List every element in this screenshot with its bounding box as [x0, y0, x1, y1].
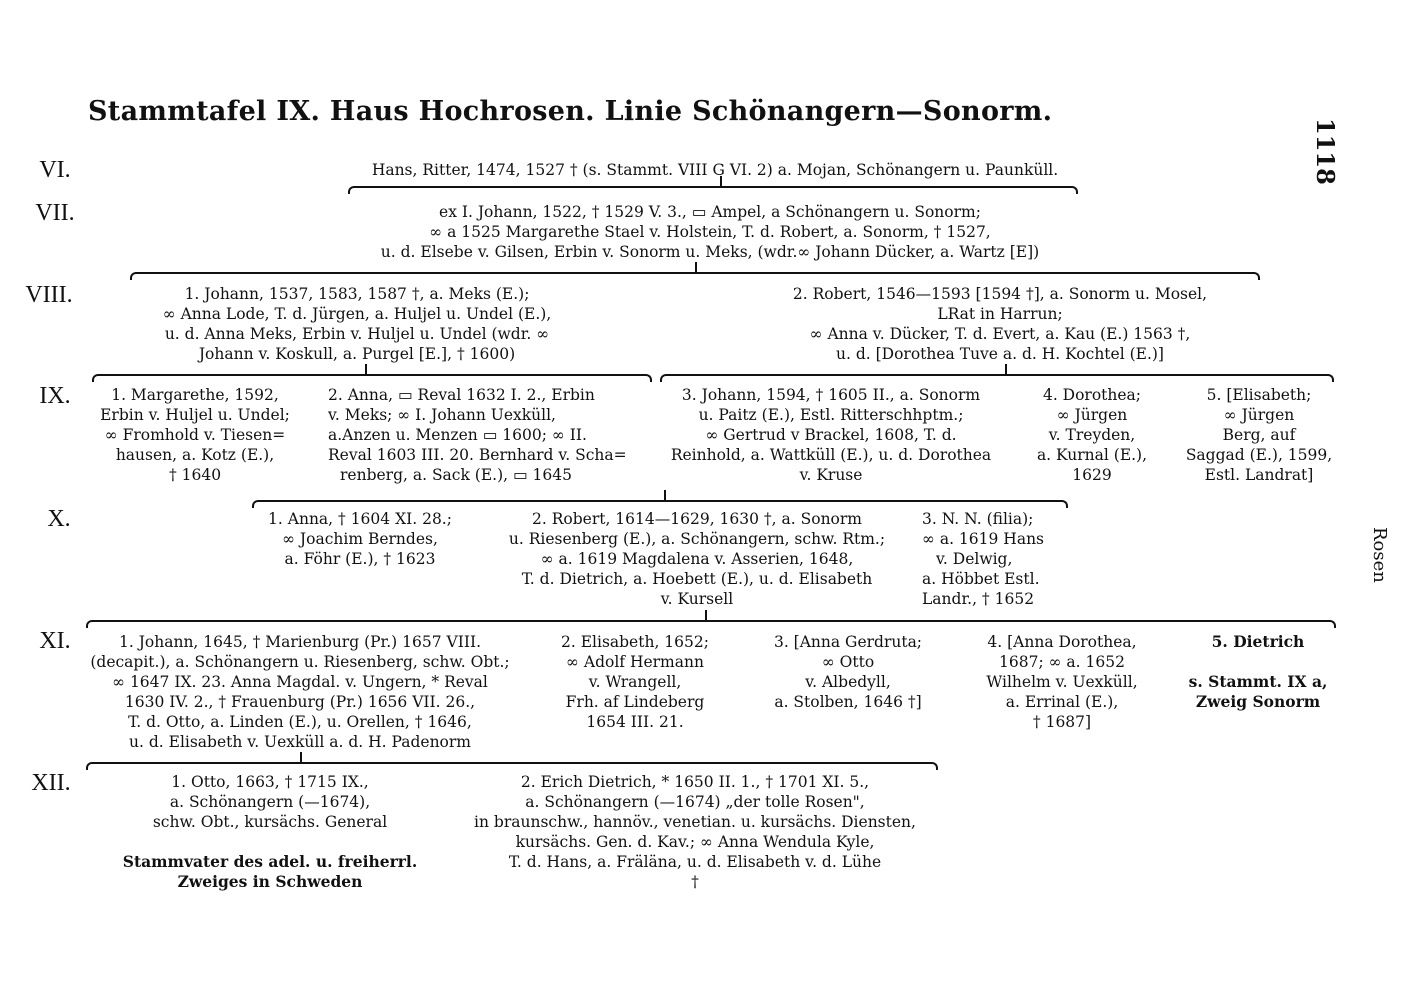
entry-line: ∞ Fromhold v. Tiesen=	[104, 426, 286, 444]
entry-line: v. Treyden,	[1048, 426, 1136, 444]
entry-line: †	[691, 873, 699, 891]
entry-line: a. Errinal (E.),	[1005, 693, 1119, 711]
entry-line: Berg, auf	[1222, 426, 1296, 444]
bracket-xi	[86, 620, 1336, 628]
bracket-xii	[86, 762, 938, 770]
entry-vii-johann	[330, 202, 1090, 262]
entry-line: hausen, a. Kotz (E.),	[115, 446, 275, 464]
entry-line: Zweig Sonorm	[1195, 692, 1321, 711]
entry-line: ∞ Anna Lode, T. d. Jürgen, a. Huljel u. Undel (E.),	[162, 305, 552, 323]
entry-line: † 1640	[168, 466, 222, 484]
entry-xi-2-elisabeth	[540, 632, 730, 732]
bracket-tick-viii	[695, 262, 697, 274]
entry-line: T. d. Otto, a. Linden (E.), u. Orellen, † 1646,	[128, 713, 472, 731]
entry-line: ∞ Adolf Hermann	[566, 653, 704, 671]
entry-line: ∞ Anna v. Dücker, T. d. Evert, a. Kau (E.) 1563 †,	[809, 325, 1191, 343]
entry-line: Reval 1603 III. 20. Bernhard v. Scha=	[328, 446, 627, 464]
entry-line: † 1687]	[1032, 713, 1092, 731]
entry-xi-1-johann	[80, 632, 520, 752]
entry-line: Landr., † 1652	[922, 590, 1035, 608]
bracket-tick-ix-right	[1005, 364, 1007, 376]
entry-line: u. d. Anna Meks, Erbin v. Huljel u. Undel (wdr. ∞	[164, 325, 550, 343]
entry-vi-hans	[300, 160, 1130, 180]
entry-line: Frh. af Lindeberg	[565, 693, 705, 711]
entry-line: renberg, a. Sack (E.), ▭ 1645	[340, 466, 573, 484]
entry-line: ∞ a 1525 Margarethe Stael v. Holstein, T. d. Robert, a. Sonorm, † 1527,	[429, 223, 991, 241]
entry-line: 5. Dietrich	[1211, 632, 1305, 651]
page-title: Stammtafel IX. Haus Hochrosen. Linie Schönangern—Sonorm.	[88, 96, 1053, 127]
bracket-tick-xi	[705, 610, 707, 622]
bracket-ix-right	[660, 374, 1334, 382]
entry-line: u. Riesenberg (E.), a. Schönangern, schw. Rtm.;	[508, 530, 886, 548]
entry-line	[1170, 652, 1346, 672]
entry-line: v. Wrangell,	[588, 673, 682, 691]
generation-label-x: X.	[47, 506, 71, 532]
entry-line: 2. Anna, ▭ Reval 1632 I. 2., Erbin	[328, 386, 595, 404]
entry-line: v. Meks; ∞ I. Johann Uexküll,	[328, 406, 556, 424]
entry-line: u. d. [Dorothea Tuve a. d. H. Kochtel (E.)]	[836, 345, 1164, 363]
entry-line: 3. N. N. (filia);	[922, 510, 1034, 528]
entry-line: 4. Dorothea;	[1042, 386, 1142, 404]
entry-line: schw. Obt., kursächs. General	[152, 813, 388, 831]
entry-line: T. d. Dietrich, a. Hoebett (E.), u. d. Elisabeth	[521, 570, 873, 588]
entry-line: Estl. Landrat]	[1204, 466, 1314, 484]
entry-line: Johann v. Koskull, a. Purgel [E.], † 1600)	[198, 345, 516, 363]
entry-line: Erbin v. Huljel u. Undel;	[100, 406, 290, 424]
entry-line: 1. Margarethe, 1592,	[111, 386, 279, 404]
entry-line: LRat in Harrun;	[937, 305, 1063, 323]
entry-line: v. Kursell	[660, 590, 734, 608]
entry-line: (decapit.), a. Schönangern u. Riesenberg, schw. Obt.;	[90, 653, 510, 671]
entry-line: 1. Anna, † 1604 XI. 28.;	[268, 510, 452, 528]
entry-x-1-anna	[240, 509, 480, 569]
entry-line: ∞ 1647 IX. 23. Anna Magdal. v. Ungern, * Reval	[112, 673, 488, 691]
entry-line: v. Kruse	[799, 466, 863, 484]
entry-line: ∞ Gertrud v Brackel, 1608, T. d.	[705, 426, 957, 444]
generation-label-ix: IX.	[39, 383, 71, 409]
entry-line: a. Höbbet Estl.	[922, 570, 1040, 588]
entry-line: 1. Johann, 1645, † Marienburg (Pr.) 1657 VIII.	[118, 633, 482, 651]
entry-line: ∞ a. 1619 Magdalena v. Asserien, 1648,	[540, 550, 854, 568]
entry-line: 2. Elisabeth, 1652;	[561, 633, 709, 651]
entry-x-3-nn	[922, 509, 1082, 609]
entry-line: kursächs. Gen. d. Kav.; ∞ Anna Wendula Kyle,	[515, 833, 875, 851]
generation-label-viii: VIII.	[25, 282, 73, 308]
entry-line: ∞ Joachim Berndes,	[282, 530, 438, 548]
entry-line: a. Schönangern (—1674) „der tolle Rosen",	[525, 793, 865, 811]
entry-xi-4-anna-dorothea	[962, 632, 1162, 732]
entry-line: 2. Erich Dietrich, * 1650 II. 1., † 1701 XI. 5.,	[520, 773, 870, 791]
entry-line: 2. Robert, 1546—1593 [1594 †], a. Sonorm u. Mosel,	[792, 285, 1208, 303]
entry-line	[100, 832, 440, 852]
entry-line: 5. [Elisabeth;	[1206, 386, 1312, 404]
entry-line: a. Stolben, 1646 †]	[774, 693, 922, 711]
entry-xii-1-otto	[100, 772, 440, 892]
entry-line: 1. Otto, 1663, † 1715 IX.,	[171, 773, 369, 791]
entry-ix-2-anna	[328, 385, 648, 485]
entry-line: a. Schönangern (—1674),	[169, 793, 371, 811]
entry-line: ∞ a. 1619 Hans	[922, 530, 1045, 548]
bracket-tick-ix-left	[365, 364, 367, 376]
entry-line: 4. [Anna Dorothea,	[987, 633, 1137, 651]
entry-xi-5-dietrich	[1170, 632, 1346, 712]
bracket-vii	[348, 186, 1078, 194]
entry-line: Zweiges in Schweden	[177, 872, 363, 891]
entry-line: Wilhelm v. Uexküll,	[986, 673, 1138, 691]
entry-line: a. Kurnal (E.),	[1036, 446, 1148, 464]
entry-line: 1654 III. 21.	[586, 713, 684, 731]
entry-line: 3. Johann, 1594, † 1605 II., a. Sonorm	[681, 386, 981, 404]
entry-line: 1687; ∞ a. 1652	[999, 653, 1125, 671]
generation-label-vii: VII.	[35, 200, 75, 226]
entry-line: Saggad (E.), 1599,	[1185, 446, 1333, 464]
entry-line: T. d. Hans, a. Fräläna, u. d. Elisabeth v. d. Lühe	[508, 853, 882, 871]
generation-label-xi: XI.	[39, 628, 71, 654]
entry-line: Hans, Ritter, 1474, 1527 † (s. Stammt. VIII G VI. 2) a. Mojan, Schönangern u. Paunküll.	[371, 161, 1059, 179]
entry-viii-1-johann	[112, 284, 602, 364]
entry-ix-3-johann	[656, 385, 1006, 485]
entry-line: in braunschw., hannöv., venetian. u. kursächs. Diensten,	[474, 813, 916, 831]
entry-line: ex I. Johann, 1522, † 1529 V. 3., ▭ Ampel, a Schönangern u. Sonorm;	[439, 203, 981, 221]
entry-line: a. Föhr (E.), † 1623	[284, 550, 436, 568]
entry-line: ∞ Jürgen	[1056, 406, 1128, 424]
entry-line: Stammvater des adel. u. freiherrl.	[122, 852, 418, 871]
entry-xii-2-erich-dietrich	[470, 772, 920, 892]
entry-line: ∞ Otto	[821, 653, 875, 671]
entry-x-2-robert	[488, 509, 906, 609]
generation-label-xii: XII.	[31, 770, 71, 796]
entry-line: 2. Robert, 1614—1629, 1630 †, a. Sonorm	[532, 510, 862, 528]
bracket-ix-left	[92, 374, 652, 382]
entry-ix-1-margarethe	[80, 385, 310, 485]
entry-line: v. Albedyll,	[805, 673, 891, 691]
entry-line: 1. Johann, 1537, 1583, 1587 †, a. Meks (E.);	[184, 285, 530, 303]
entry-ix-4-dorothea	[1022, 385, 1162, 485]
entry-line: Reinhold, a. Wattküll (E.), u. d. Dorothea	[670, 446, 992, 464]
entry-line: u. Paitz (E.), Estl. Ritterschhptm.;	[698, 406, 964, 424]
margin-running-head: Rosen	[1369, 527, 1390, 583]
bracket-x	[252, 500, 1068, 508]
entry-line: u. d. Elsebe v. Gilsen, Erbin v. Sonorm u. Meks, (wdr.∞ Johann Dücker, a. Wartz [E])	[380, 243, 1040, 261]
bracket-tick-xii	[300, 752, 302, 764]
entry-line: ∞ Jürgen	[1223, 406, 1295, 424]
generation-label-vi: VI.	[39, 157, 71, 183]
entry-line: 1629	[1072, 466, 1112, 484]
entry-line: 3. [Anna Gerdruta;	[773, 633, 923, 651]
bracket-tick-x	[664, 490, 666, 502]
entry-xi-3-anna-gerdruta	[748, 632, 948, 712]
entry-line: a.Anzen u. Menzen ▭ 1600; ∞ II.	[328, 426, 587, 444]
entry-line: s. Stammt. IX a,	[1188, 672, 1328, 691]
entry-ix-5-elisabeth	[1178, 385, 1340, 485]
entry-line: v. Delwig,	[936, 550, 1013, 568]
entry-line: 1630 IV. 2., † Frauenburg (Pr.) 1656 VII. 26.,	[124, 693, 476, 711]
page-number: 1118	[1311, 118, 1340, 185]
entry-line: u. d. Elisabeth v. Uexküll a. d. H. Padenorm	[129, 733, 471, 751]
entry-viii-2-robert	[740, 284, 1260, 364]
